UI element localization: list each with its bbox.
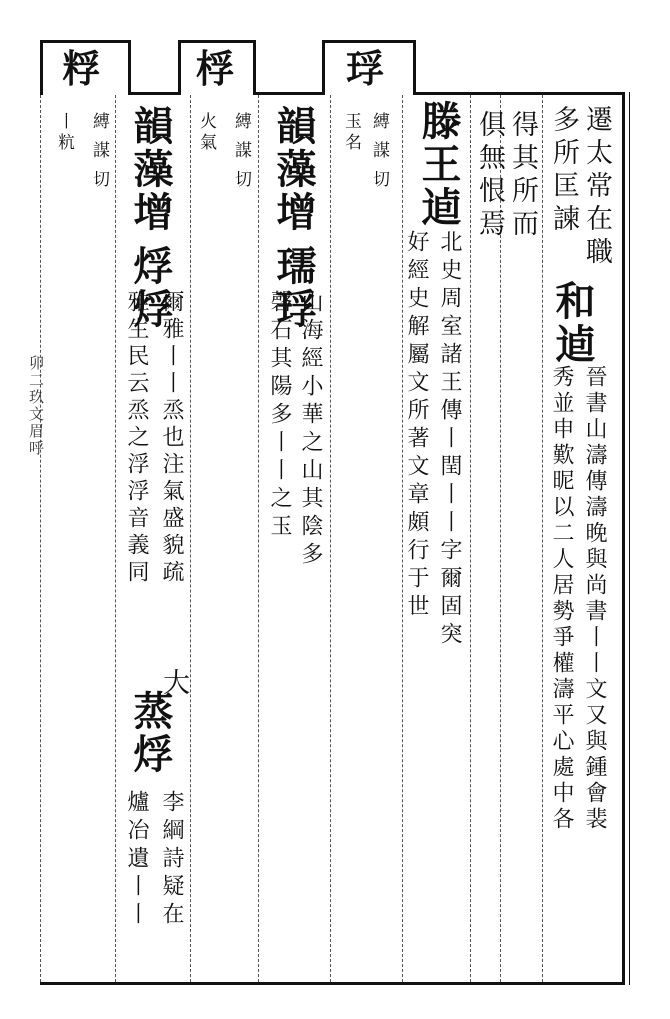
note-line: 北史周室諸王傳丨閏丨丨字爾固突 bbox=[437, 230, 462, 650]
fanqie: 縛謀切 bbox=[231, 112, 251, 199]
note-line: 秀並申歎昵以二人居勢爭權濤平心處中各 bbox=[549, 365, 574, 833]
text-line: 大 bbox=[158, 668, 189, 701]
entry-heading: 滕王逌 bbox=[415, 100, 462, 229]
divider bbox=[470, 95, 471, 982]
entry-word: 瓀琈 bbox=[270, 245, 317, 331]
divider bbox=[258, 95, 259, 982]
gloss: 丨粇 bbox=[54, 112, 74, 154]
note-line: 李綱詩疑在 bbox=[159, 790, 184, 930]
text-line: 得其所而 bbox=[507, 110, 538, 242]
note-line: 爐冶遺丨丨 bbox=[124, 790, 149, 930]
note-line: 磬石其陽多丨丨之玉 bbox=[267, 290, 292, 542]
tab-char-3: 琈 bbox=[346, 46, 385, 91]
divider bbox=[115, 95, 116, 982]
text-line: 俱無恨焉 bbox=[474, 110, 505, 242]
gloss: 火氣 bbox=[196, 112, 216, 154]
divider bbox=[190, 95, 191, 982]
entry-word: 烰烰 bbox=[127, 245, 174, 331]
text-line: 多所匡諫 bbox=[548, 105, 579, 237]
entry-word: 蒸烰 bbox=[127, 690, 174, 776]
fanqie: 縛謀切 bbox=[369, 112, 389, 199]
note-line: 好經史解屬文所著文章頗行于世 bbox=[404, 230, 429, 622]
note-line: 晉書山濤傳濤晚與尚書丨丨文又與鍾會裴 bbox=[582, 365, 607, 833]
note-line: 爾雅丨丨烝也注氣盛貌疏 bbox=[159, 290, 184, 587]
fanqie: 縛謀切 bbox=[89, 112, 109, 199]
source-heading: 韻藻增 bbox=[270, 105, 317, 234]
gloss: 玉名 bbox=[341, 112, 361, 154]
divider bbox=[402, 95, 403, 982]
divider bbox=[40, 95, 41, 982]
source-heading: 韻藻增 bbox=[127, 105, 174, 234]
tab-char-1: 粰 bbox=[62, 46, 101, 91]
right-border bbox=[622, 92, 625, 985]
entry-heading: 和逌 bbox=[549, 280, 596, 366]
divider bbox=[330, 95, 331, 982]
note-line: 雅生民云烝之浮浮音義同 bbox=[124, 290, 149, 587]
divider bbox=[542, 95, 543, 982]
bottom-rule bbox=[40, 982, 625, 985]
text-line: 遷太常在職 bbox=[581, 105, 612, 270]
right-border-thin bbox=[629, 92, 630, 985]
note-line: 山海經小華之山其陰多 bbox=[298, 290, 323, 570]
tab-char-2: 桴 bbox=[196, 46, 235, 91]
edge-text: 卯二玖文眉呼 bbox=[27, 355, 45, 457]
